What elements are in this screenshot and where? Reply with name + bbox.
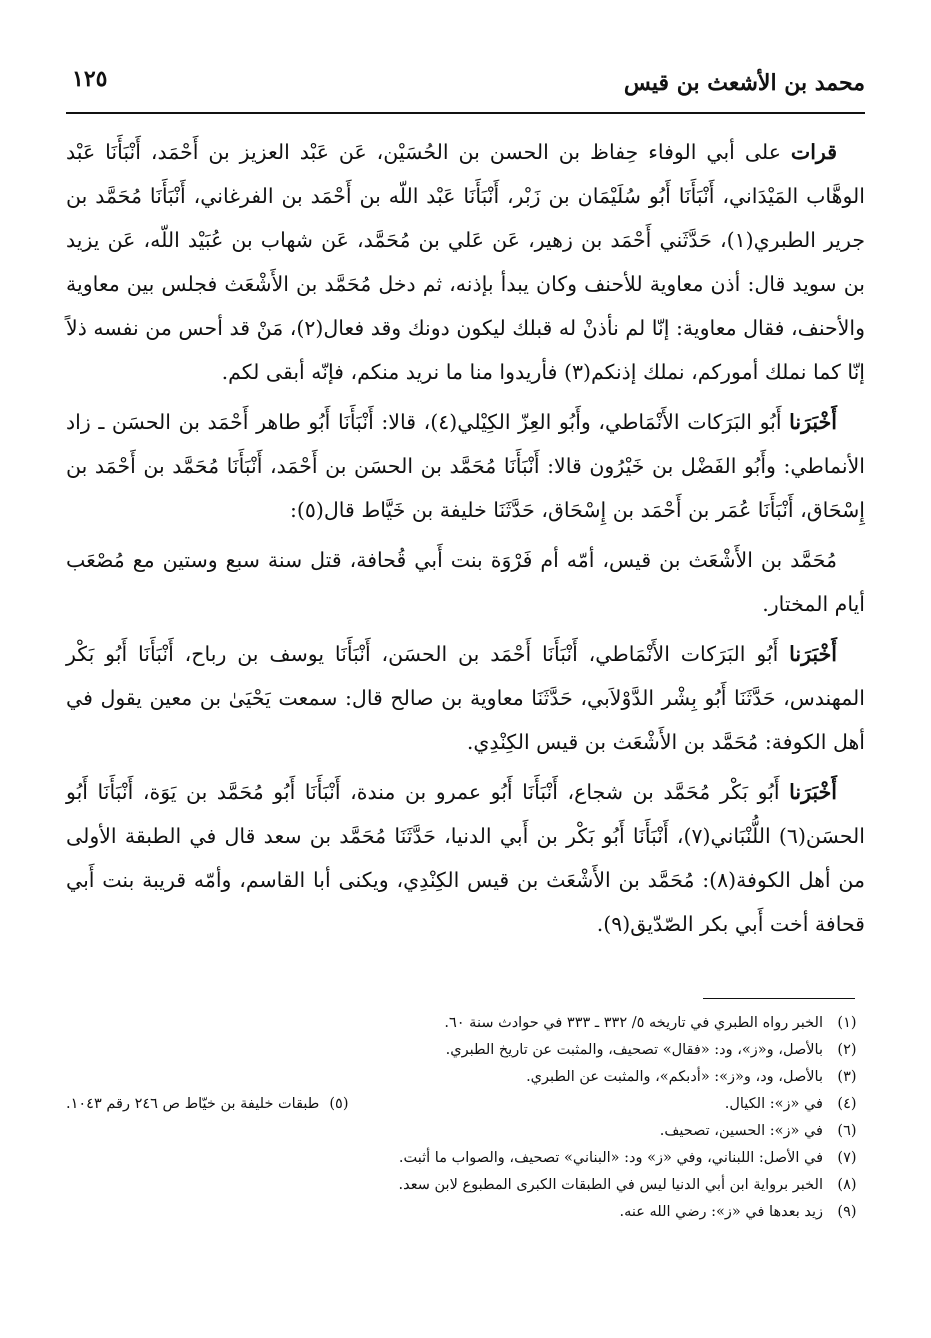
footnote-text: الخبر رواه الطبري في تاريخه ٥/ ٣٣٢ ـ ٣٣٣ في حوادث سنة ٦٠.	[444, 1015, 823, 1031]
header-divider	[66, 112, 865, 114]
paragraph-text: أَبُو البَرَكات الأَنْمَاطي، أَنْبَأَنَا أَحْمَد بن الحسَن، أَنْبَأَنَا يوسف بن رباح، أَنْبَأَنَا أَبُو بَكْر المهندس، حَدَّثَنَا أَبُو بِشْر الدَّوْلاَبي، حَدَّثَنَا معاوية بن صالح قال: سمعت يَحْيَىٰ بن معين يقول في أهل الكوفة: مُحَمَّد بن الأَشْعَث بن قيس الكِنْدِي.	[66, 642, 865, 754]
paragraph-text: أَبُو البَرَكات الأَنْمَاطي، وأَبُو العِزّ الكِيْلي(٤)، قالا: أَنْبَأَنَا أَبُو طاهر أَحْمَد بن الحسَن ـ زاد الأنماطي: وأَبُو الفَضْل بن خَيْرُون قالا: أَنْبَأَنَا مُحَمَّد بن الحسَن بن أَحْمَد، أَنْبَأَنَا مُحَمَّد بن أَحْمَد بن إِسْحَاق، أَنْبَأَنَا عُمَر بن أَحْمَد بن إِسْحَاق، حَدَّثَنَا خليفة بن خَيَّاط قال(٥):	[66, 410, 865, 522]
paragraph	[66, 538, 865, 626]
footnote-text: الخبر برواية ابن أبي الدنيا ليس في الطبقات الكبرى المطبوع لابن سعد.	[398, 1177, 823, 1193]
footnote-number: (٤)	[837, 1096, 857, 1112]
footnote	[66, 1010, 865, 1037]
footnotes	[66, 1010, 865, 1226]
paragraph-text: مُحَمَّد بن الأَشْعَث بن قيس، أمّه أم فَرْوَة بنت أَبي قُحافة، قتل سنة سبع وستين مع مُصْعَب أيام المختار.	[66, 548, 865, 616]
running-head	[66, 64, 865, 108]
footnote-number: (٥)	[329, 1096, 349, 1112]
footnote-number: (٩)	[837, 1204, 857, 1220]
paragraph	[66, 632, 865, 764]
paragraph-text: أَبُو بَكْر مُحَمَّد بن شجاع، أَنْبَأَنَا أَبُو عمرو بن مندة، أَنْبَأَنَا أَبُو مُحَمَّد بن يَوَة، أَنْبَأَنَا أَبُو الحسَن(٦) اللُّنْبَاني(٧)، أَنْبَأَنَا أَبُو بَكْر بن أَبي الدنيا، حَدَّثَنَا مُحَمَّد بن سعد قال في الطبقة الأولى من أهل الكوفة(٨): مُحَمَّد بن الأَشْعَث بن قيس الكِنْدِي، ويكنى أبا القاسم، وأمّه قريبة بنت أَبي قحافة أخت أَبي بكر الصّدّيق(٩).	[66, 780, 866, 936]
footnote-number: (٦)	[837, 1123, 857, 1139]
paragraph-lead-word: قرات	[790, 140, 837, 164]
paragraph	[66, 770, 865, 946]
footnote-number: (٣)	[837, 1069, 857, 1085]
footnote-text: في «ز»: الحسين، تصحيف.	[659, 1123, 823, 1139]
footnote-number: (٨)	[837, 1177, 857, 1193]
page-title: محمد بن الأشعث بن قيس	[623, 70, 865, 96]
footnote	[66, 1091, 348, 1118]
footnote-number: (٧)	[837, 1150, 857, 1166]
paragraph-lead-word: أَخْبَرَنا	[789, 642, 837, 666]
paragraph	[66, 400, 865, 532]
footnote-row	[66, 1091, 865, 1118]
footnote	[66, 1145, 865, 1172]
paragraph-lead-word: أَخْبَرَنا	[789, 780, 837, 804]
main-text	[66, 130, 865, 952]
footnote-text: بالأصل، و«ز»، ود: «فقال» تصحيف، والمثبت عن تاريخ الطبري.	[445, 1042, 823, 1058]
paragraph	[66, 130, 865, 394]
footnote	[66, 1037, 865, 1064]
paragraph-text: على أبي الوفاء حِفاظ بن الحسن بن الحُسَيْن، عَن عَبْد العزيز بن أَحْمَد، أَنْبَأَنَا عَبْد الوهَّاب المَيْدَاني، أَنْبَأَنَا أَبُو سُلَيْمَان بن زَبْر، أَنْبَأَنَا عَبْد اللّه بن أَحْمَد بن الفرغاني، أَنْبَأَنَا مُحَمَّد بن جرير الطبري(١)، حَدَّثَني أَحْمَد بن زهير، عَن عَلي بن مُحَمَّد، عَن شهاب بن عُبَيْد اللّه، عَن يزيد بن سويد قال: أذن معاوية للأحنف وكان يبدأ بإذنه، ثم دخل مُحَمَّد بن الأَشْعَث فجلس بين معاوية والأحنف، فقال معاوية: إنّا لم نأذنْ له قبلك ليكون دونك وقد فعال(٢)، مَنْ قد أحس من نفسه ذلاً إنّا كما نملك أموركم، نملك إذنكم(٣) فأريدوا منا ما نريد منكم، فإنّه أبقى لكم.	[66, 140, 865, 384]
footnote	[66, 1172, 865, 1199]
footnote-text: في «ز»: الكيال.	[724, 1096, 823, 1112]
footnote	[66, 1118, 865, 1145]
footnote-text: طبقات خليفة بن خيّاط ص ٢٤٦ رقم ١٠٤٣.	[66, 1096, 320, 1112]
footnote-text: في الأصل: اللبناني، وفي «ز» ود: «البناني» تصحيف، والصواب ما أثبت.	[398, 1150, 823, 1166]
footnote-text: بالأصل، ود، و«ز»: «أدبكم»، والمثبت عن الطبري.	[526, 1069, 823, 1085]
footnote-number: (١)	[837, 1015, 857, 1031]
footnote-number: (٢)	[837, 1042, 857, 1058]
footnote-text: زيد بعدها في «ز»: رضي الله عنه.	[619, 1204, 823, 1220]
footnote	[66, 1199, 865, 1226]
paragraph-lead-word: أَخْبَرَنا	[789, 410, 837, 434]
page-number: ١٢٥	[72, 66, 108, 92]
footnote-divider	[703, 998, 855, 999]
footnote	[66, 1064, 865, 1091]
